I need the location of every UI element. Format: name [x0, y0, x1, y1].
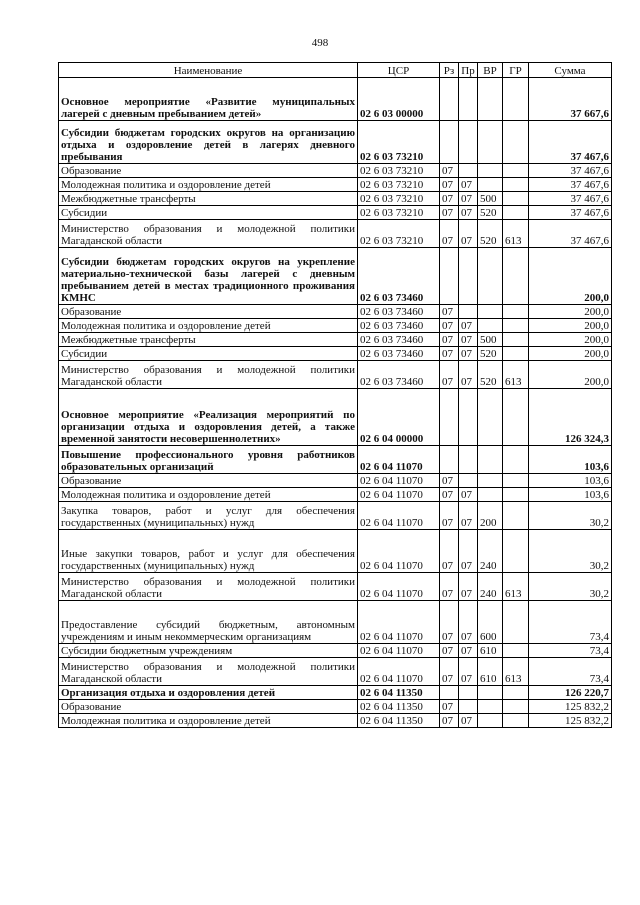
- table-row: [59, 601, 612, 644]
- cell-name: Молодежная политика и оздоровление детей: [59, 488, 358, 502]
- cell-pr: 07: [459, 220, 478, 248]
- cell-gr: [503, 319, 529, 333]
- header-rz: Рз: [440, 63, 459, 78]
- cell-vr: [478, 248, 503, 305]
- cell-vr: 600: [478, 601, 503, 644]
- cell-sum: 30,2: [529, 530, 612, 573]
- cell-vr: 200: [478, 502, 503, 530]
- cell-sum: 200,0: [529, 361, 612, 389]
- cell-rz: 07: [440, 530, 459, 573]
- cell-name: Предоставление субсидий бюджетным, автономным учреждениям и иным некоммерческим организациям: [59, 601, 358, 644]
- cell-vr: [478, 714, 503, 728]
- cell-rz: 07: [440, 206, 459, 220]
- cell-rz: 07: [440, 178, 459, 192]
- cell-vr: 610: [478, 644, 503, 658]
- table-row: [59, 714, 612, 728]
- cell-sum: 73,4: [529, 644, 612, 658]
- cell-name: Межбюджетные трансферты: [59, 192, 358, 206]
- cell-name: Молодежная политика и оздоровление детей: [59, 319, 358, 333]
- cell-pr: [459, 686, 478, 700]
- table-row: [59, 347, 612, 361]
- cell-name: Основное мероприятие «Развитие муниципальных лагерей с дневным пребыванием детей»: [59, 78, 358, 121]
- cell-sum: 103,6: [529, 488, 612, 502]
- cell-rz: 07: [440, 347, 459, 361]
- table-header-row: [59, 63, 612, 78]
- cell-vr: 240: [478, 573, 503, 601]
- cell-pr: [459, 474, 478, 488]
- cell-gr: [503, 164, 529, 178]
- table-row: [59, 502, 612, 530]
- cell-pr: 07: [459, 206, 478, 220]
- cell-sum: 37 467,6: [529, 206, 612, 220]
- cell-gr: [503, 700, 529, 714]
- cell-rz: [440, 78, 459, 121]
- cell-csr: 02 6 03 73210: [358, 206, 440, 220]
- table-row: [59, 474, 612, 488]
- table-row: [59, 644, 612, 658]
- cell-csr: 02 6 03 73210: [358, 121, 440, 164]
- cell-gr: [503, 192, 529, 206]
- cell-gr: [503, 446, 529, 474]
- cell-rz: 07: [440, 714, 459, 728]
- cell-gr: [503, 347, 529, 361]
- cell-vr: [478, 178, 503, 192]
- cell-name: Молодежная политика и оздоровление детей: [59, 178, 358, 192]
- cell-gr: [503, 389, 529, 446]
- budget-table: [58, 62, 612, 728]
- cell-rz: 07: [440, 220, 459, 248]
- cell-csr: 02 6 04 11350: [358, 714, 440, 728]
- cell-name: Министерство образования и молодежной политики Магаданской области: [59, 220, 358, 248]
- table-row: [59, 178, 612, 192]
- cell-sum: 103,6: [529, 446, 612, 474]
- table-row: [59, 389, 612, 446]
- cell-pr: [459, 446, 478, 474]
- cell-vr: 520: [478, 347, 503, 361]
- cell-csr: 02 6 03 73460: [358, 347, 440, 361]
- cell-name: Министерство образования и молодежной политики Магаданской области: [59, 658, 358, 686]
- cell-sum: 37 467,6: [529, 121, 612, 164]
- cell-csr: 02 6 03 00000: [358, 78, 440, 121]
- cell-sum: 200,0: [529, 305, 612, 319]
- cell-gr: [503, 206, 529, 220]
- table-row: [59, 206, 612, 220]
- cell-vr: [478, 121, 503, 164]
- cell-gr: [503, 488, 529, 502]
- cell-gr: 613: [503, 220, 529, 248]
- cell-sum: 200,0: [529, 248, 612, 305]
- cell-csr: 02 6 03 73460: [358, 305, 440, 319]
- table-row: [59, 164, 612, 178]
- table-row: [59, 319, 612, 333]
- cell-pr: 07: [459, 178, 478, 192]
- cell-csr: 02 6 04 11070: [358, 658, 440, 686]
- cell-pr: 07: [459, 644, 478, 658]
- cell-sum: 200,0: [529, 347, 612, 361]
- table-row: [59, 248, 612, 305]
- cell-sum: 125 832,2: [529, 700, 612, 714]
- cell-name: Иные закупки товаров, работ и услуг для обеспечения государственных (муниципальных) нужд: [59, 530, 358, 573]
- cell-name: Министерство образования и молодежной политики Магаданской области: [59, 573, 358, 601]
- table-row: [59, 361, 612, 389]
- cell-gr: [503, 502, 529, 530]
- cell-rz: 07: [440, 502, 459, 530]
- cell-sum: 37 467,6: [529, 164, 612, 178]
- table-row: [59, 686, 612, 700]
- cell-name: Основное мероприятие «Реализация мероприятий по организации отдыха и оздоровления детей, а также временной занятости несовершеннолетних»: [59, 389, 358, 446]
- cell-csr: 02 6 04 11070: [358, 502, 440, 530]
- table-row: [59, 573, 612, 601]
- cell-sum: 30,2: [529, 573, 612, 601]
- cell-name: Межбюджетные трансферты: [59, 333, 358, 347]
- cell-vr: 610: [478, 658, 503, 686]
- cell-sum: 200,0: [529, 333, 612, 347]
- cell-rz: 07: [440, 333, 459, 347]
- cell-rz: [440, 686, 459, 700]
- cell-pr: [459, 121, 478, 164]
- cell-vr: [478, 319, 503, 333]
- cell-csr: 02 6 03 73460: [358, 319, 440, 333]
- cell-gr: [503, 601, 529, 644]
- cell-sum: 30,2: [529, 502, 612, 530]
- cell-rz: 07: [440, 488, 459, 502]
- table-row: [59, 220, 612, 248]
- cell-pr: 07: [459, 573, 478, 601]
- cell-vr: 240: [478, 530, 503, 573]
- cell-rz: 07: [440, 305, 459, 319]
- cell-vr: [478, 488, 503, 502]
- cell-name: Субсидии бюджетам городских округов на организацию отдыха и оздоровление детей в лагерях дневного пребывания: [59, 121, 358, 164]
- cell-vr: [478, 78, 503, 121]
- cell-gr: 613: [503, 361, 529, 389]
- cell-name: Образование: [59, 474, 358, 488]
- cell-vr: 520: [478, 220, 503, 248]
- cell-rz: 07: [440, 700, 459, 714]
- cell-name: Субсидии бюджетам городских округов на укрепление материально-технической базы лагерей с дневным пребыванием детей в местах традиционного проживания КМНС: [59, 248, 358, 305]
- cell-name: Образование: [59, 164, 358, 178]
- cell-gr: 613: [503, 573, 529, 601]
- cell-pr: 07: [459, 488, 478, 502]
- cell-vr: [478, 164, 503, 178]
- table-row: [59, 333, 612, 347]
- cell-rz: 07: [440, 658, 459, 686]
- cell-pr: [459, 700, 478, 714]
- cell-gr: [503, 474, 529, 488]
- cell-gr: [503, 333, 529, 347]
- cell-rz: [440, 389, 459, 446]
- cell-csr: 02 6 04 11350: [358, 700, 440, 714]
- cell-csr: 02 6 03 73460: [358, 361, 440, 389]
- cell-pr: 07: [459, 319, 478, 333]
- cell-name: Организация отдыха и оздоровления детей: [59, 686, 358, 700]
- cell-pr: [459, 305, 478, 319]
- cell-vr: 520: [478, 206, 503, 220]
- cell-pr: 07: [459, 347, 478, 361]
- cell-vr: [478, 686, 503, 700]
- header-gr: ГР: [503, 63, 529, 78]
- cell-name: Повышение профессионального уровня работников образовательных организаций: [59, 446, 358, 474]
- cell-gr: [503, 178, 529, 192]
- table-row: [59, 658, 612, 686]
- cell-pr: 07: [459, 502, 478, 530]
- cell-name: Образование: [59, 305, 358, 319]
- cell-sum: 125 832,2: [529, 714, 612, 728]
- cell-csr: 02 6 04 00000: [358, 389, 440, 446]
- cell-rz: [440, 248, 459, 305]
- cell-gr: [503, 78, 529, 121]
- cell-name: Образование: [59, 700, 358, 714]
- cell-csr: 02 6 04 11070: [358, 644, 440, 658]
- cell-rz: 07: [440, 164, 459, 178]
- page-number: 498: [311, 37, 329, 49]
- cell-rz: 07: [440, 192, 459, 206]
- table-row: [59, 446, 612, 474]
- cell-vr: [478, 446, 503, 474]
- cell-csr: 02 6 04 11070: [358, 573, 440, 601]
- cell-pr: 07: [459, 530, 478, 573]
- cell-name: Министерство образования и молодежной политики Магаданской области: [59, 361, 358, 389]
- cell-rz: 07: [440, 474, 459, 488]
- cell-gr: 613: [503, 658, 529, 686]
- cell-rz: 07: [440, 573, 459, 601]
- cell-sum: 37 467,6: [529, 178, 612, 192]
- cell-csr: 02 6 04 11070: [358, 474, 440, 488]
- table-row: [59, 121, 612, 164]
- cell-csr: 02 6 03 73460: [358, 248, 440, 305]
- cell-vr: [478, 305, 503, 319]
- cell-sum: 37 467,6: [529, 192, 612, 206]
- cell-csr: 02 6 04 11070: [358, 446, 440, 474]
- cell-gr: [503, 305, 529, 319]
- cell-name: Субсидии бюджетным учреждениям: [59, 644, 358, 658]
- table-row: [59, 530, 612, 573]
- cell-csr: 02 6 04 11070: [358, 601, 440, 644]
- cell-pr: [459, 78, 478, 121]
- header-sum: Сумма: [529, 63, 612, 78]
- cell-pr: 07: [459, 601, 478, 644]
- cell-rz: 07: [440, 361, 459, 389]
- cell-pr: [459, 389, 478, 446]
- cell-pr: [459, 248, 478, 305]
- cell-rz: [440, 446, 459, 474]
- cell-sum: 73,4: [529, 658, 612, 686]
- cell-csr: 02 6 04 11350: [358, 686, 440, 700]
- cell-name: Молодежная политика и оздоровление детей: [59, 714, 358, 728]
- cell-gr: [503, 686, 529, 700]
- cell-gr: [503, 121, 529, 164]
- header-csr: ЦСР: [358, 63, 440, 78]
- header-vr: ВР: [478, 63, 503, 78]
- cell-sum: 73,4: [529, 601, 612, 644]
- cell-rz: 07: [440, 644, 459, 658]
- cell-csr: 02 6 04 11070: [358, 530, 440, 573]
- cell-pr: 07: [459, 658, 478, 686]
- cell-gr: [503, 530, 529, 573]
- cell-sum: 37 467,6: [529, 220, 612, 248]
- cell-csr: 02 6 03 73210: [358, 192, 440, 206]
- table-row: [59, 305, 612, 319]
- cell-sum: 200,0: [529, 319, 612, 333]
- table-row: [59, 192, 612, 206]
- cell-gr: [503, 248, 529, 305]
- table-row: [59, 700, 612, 714]
- cell-sum: 126 220,7: [529, 686, 612, 700]
- cell-rz: 07: [440, 319, 459, 333]
- cell-pr: 07: [459, 333, 478, 347]
- cell-sum: 126 324,3: [529, 389, 612, 446]
- cell-csr: 02 6 03 73460: [358, 333, 440, 347]
- cell-pr: [459, 164, 478, 178]
- cell-pr: 07: [459, 192, 478, 206]
- cell-name: Субсидии: [59, 347, 358, 361]
- cell-csr: 02 6 03 73210: [358, 178, 440, 192]
- cell-sum: 103,6: [529, 474, 612, 488]
- table-row: [59, 488, 612, 502]
- cell-csr: 02 6 04 11070: [358, 488, 440, 502]
- cell-name: Субсидии: [59, 206, 358, 220]
- header-pr: Пр: [459, 63, 478, 78]
- cell-pr: 07: [459, 361, 478, 389]
- cell-vr: [478, 389, 503, 446]
- cell-gr: [503, 714, 529, 728]
- cell-gr: [503, 644, 529, 658]
- cell-rz: 07: [440, 601, 459, 644]
- table-body: [59, 78, 612, 728]
- cell-pr: 07: [459, 714, 478, 728]
- cell-vr: 500: [478, 192, 503, 206]
- cell-sum: 37 667,6: [529, 78, 612, 121]
- cell-rz: [440, 121, 459, 164]
- cell-vr: [478, 700, 503, 714]
- cell-csr: 02 6 03 73210: [358, 220, 440, 248]
- cell-name: Закупка товаров, работ и услуг для обеспечения государственных (муниципальных) нужд: [59, 502, 358, 530]
- cell-vr: 520: [478, 361, 503, 389]
- cell-vr: [478, 474, 503, 488]
- cell-csr: 02 6 03 73210: [358, 164, 440, 178]
- cell-vr: 500: [478, 333, 503, 347]
- header-name: Наименование: [59, 63, 358, 78]
- table-row: [59, 78, 612, 121]
